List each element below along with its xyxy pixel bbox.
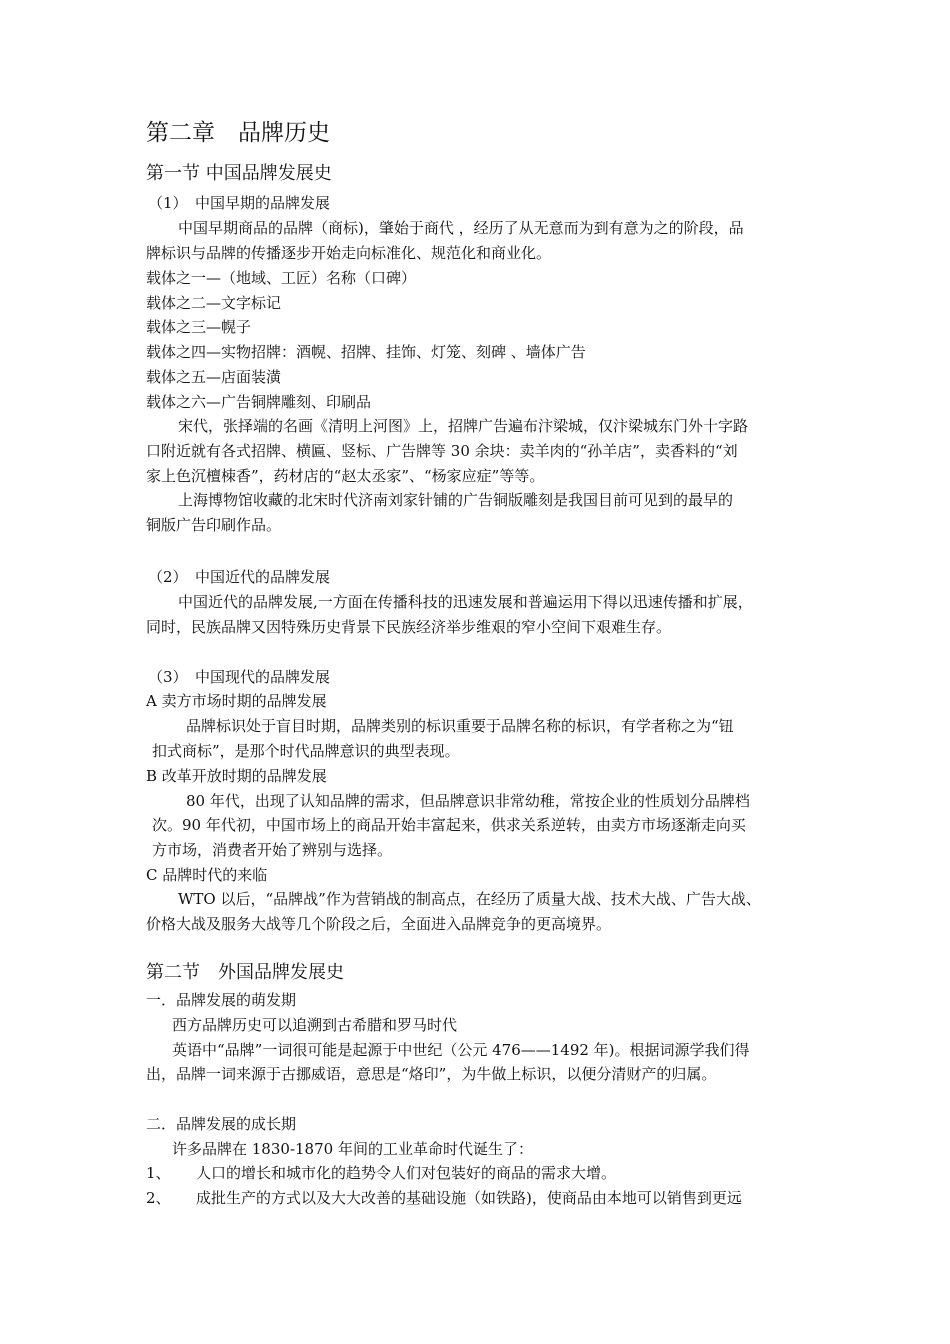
part-1-heading: 一．品牌发展的萌发期: [146, 991, 297, 1009]
subheading-a: A 卖方市场时期的品牌发展: [146, 692, 327, 710]
subsection-3-heading: （3） 中国现代的品牌发展: [148, 668, 331, 686]
paragraph-line: 许多品牌在 1830-1870 年间的工业革命时代诞生了：: [172, 1140, 533, 1158]
paragraph-line: 品牌标识处于盲目时期，品牌类别的标识重要于品牌名称的标识，有学者称之为“钮: [186, 717, 734, 735]
carrier-item: 载体之六—广告铜牌雕刻、印刷品: [146, 393, 372, 411]
carrier-item: 载体之二—文字标记: [146, 294, 282, 312]
paragraph-line: 上海博物馆收藏的北宋时代济南刘家针铺的广告铜版雕刻是我国目前可见到的最早的: [178, 491, 734, 509]
section-1-title: 第一节 中国品牌发展史: [146, 163, 332, 184]
paragraph-line: 宋代，张择端的名画《清明上河图》上，招牌广告遍布汴梁城，仅汴梁城东门外十字路: [178, 417, 749, 435]
paragraph-line: 次。90 年代初，中国市场上的商品开始丰富起来，供求关系逆转，由卖方市场逐渐走向买: [152, 816, 746, 834]
paragraph-line: 西方品牌历史可以追溯到古希腊和罗马时代: [172, 1016, 458, 1034]
paragraph-line: 价格大战及服务大战等几个阶段之后，全面进入品牌竞争的更高境界。: [146, 915, 612, 933]
paragraph-line: 同时，民族品牌又因特殊历史背景下民族经济举步维艰的窄小空间下艰难生存。: [146, 618, 672, 636]
paragraph-line: 中国早期商品的品牌（商标)，肇始于商代 ，经历了从无意而为到有意为之的阶段，品: [178, 219, 744, 237]
paragraph-line: 中国近代的品牌发展,一方面在传播科技的迅速发展和普遍运用下得以迅速传播和扩展，: [178, 593, 753, 611]
subheading-b: B 改革开放时期的品牌发展: [146, 767, 327, 785]
paragraph-line: 家上色沉檀栜香”，药材店的“赵太丞家”、“杨家应症”等等。: [146, 467, 545, 485]
paragraph-line: 牌标识与品牌的传播逐步开始走向标准化、规范化和商业化。: [146, 244, 552, 262]
list-item-number: 1、: [146, 1164, 171, 1182]
paragraph-line: 口附近就有各式招牌、横匾、竖标、广告牌等 30 余块：卖羊肉的“孙羊店”，卖香料的“刘: [146, 442, 738, 460]
paragraph-line: 出，品牌一词来源于古挪威语，意思是“烙印”，为牛做上标识，以便分清财产的归属。: [146, 1065, 717, 1083]
paragraph-line: 80 年代，出现了认知品牌的需求，但品牌意识非常幼稚，常按企业的性质划分品牌档: [186, 792, 750, 810]
carrier-item: 载体之三—幌子: [146, 318, 252, 336]
section-2-title: 第二节 外国品牌发展史: [146, 962, 344, 983]
part-2-heading: 二．品牌发展的成长期: [146, 1115, 297, 1133]
list-item-text: 人口的增长和城市化的趋势令人们对包装好的商品的需求大增。: [196, 1164, 617, 1182]
list-item-number: 2、: [146, 1189, 171, 1207]
carrier-item: 载体之五—店面装潢: [146, 368, 282, 386]
paragraph-line: WTO 以后，“品牌战”作为营销战的制高点，在经历了质量大战、技术大战、广告大战、: [178, 890, 761, 908]
paragraph-line: 方市场，消费者开始了辨别与选择。: [152, 841, 393, 859]
paragraph-line: 英语中“品牌”一词很可能是起源于中世纪（公元 476——1492 年)。根据词源学我们得: [172, 1041, 750, 1059]
chapter-title: 第二章 品牌历史: [146, 120, 330, 146]
list-item-text: 成批生产的方式以及大大改善的基础设施（如铁路)，使商品由本地可以销售到更远: [196, 1189, 742, 1207]
carrier-item: 载体之四—实物招牌：酒幌、招牌、挂饰、灯笼、刻碑 、墙体广告: [146, 343, 586, 361]
carrier-item: 载体之一—（地域、工匠）名称（口碑）: [146, 269, 417, 287]
subheading-c: C 品牌时代的来临: [146, 866, 268, 884]
subsection-2-heading: （2） 中国近代的品牌发展: [148, 568, 331, 586]
subsection-1-heading: （1） 中国早期的品牌发展: [148, 194, 331, 212]
paragraph-line: 扣式商标”，是那个时代品牌意识的典型表现。: [152, 742, 460, 760]
paragraph-line: 铜版广告印刷作品。: [146, 516, 282, 534]
